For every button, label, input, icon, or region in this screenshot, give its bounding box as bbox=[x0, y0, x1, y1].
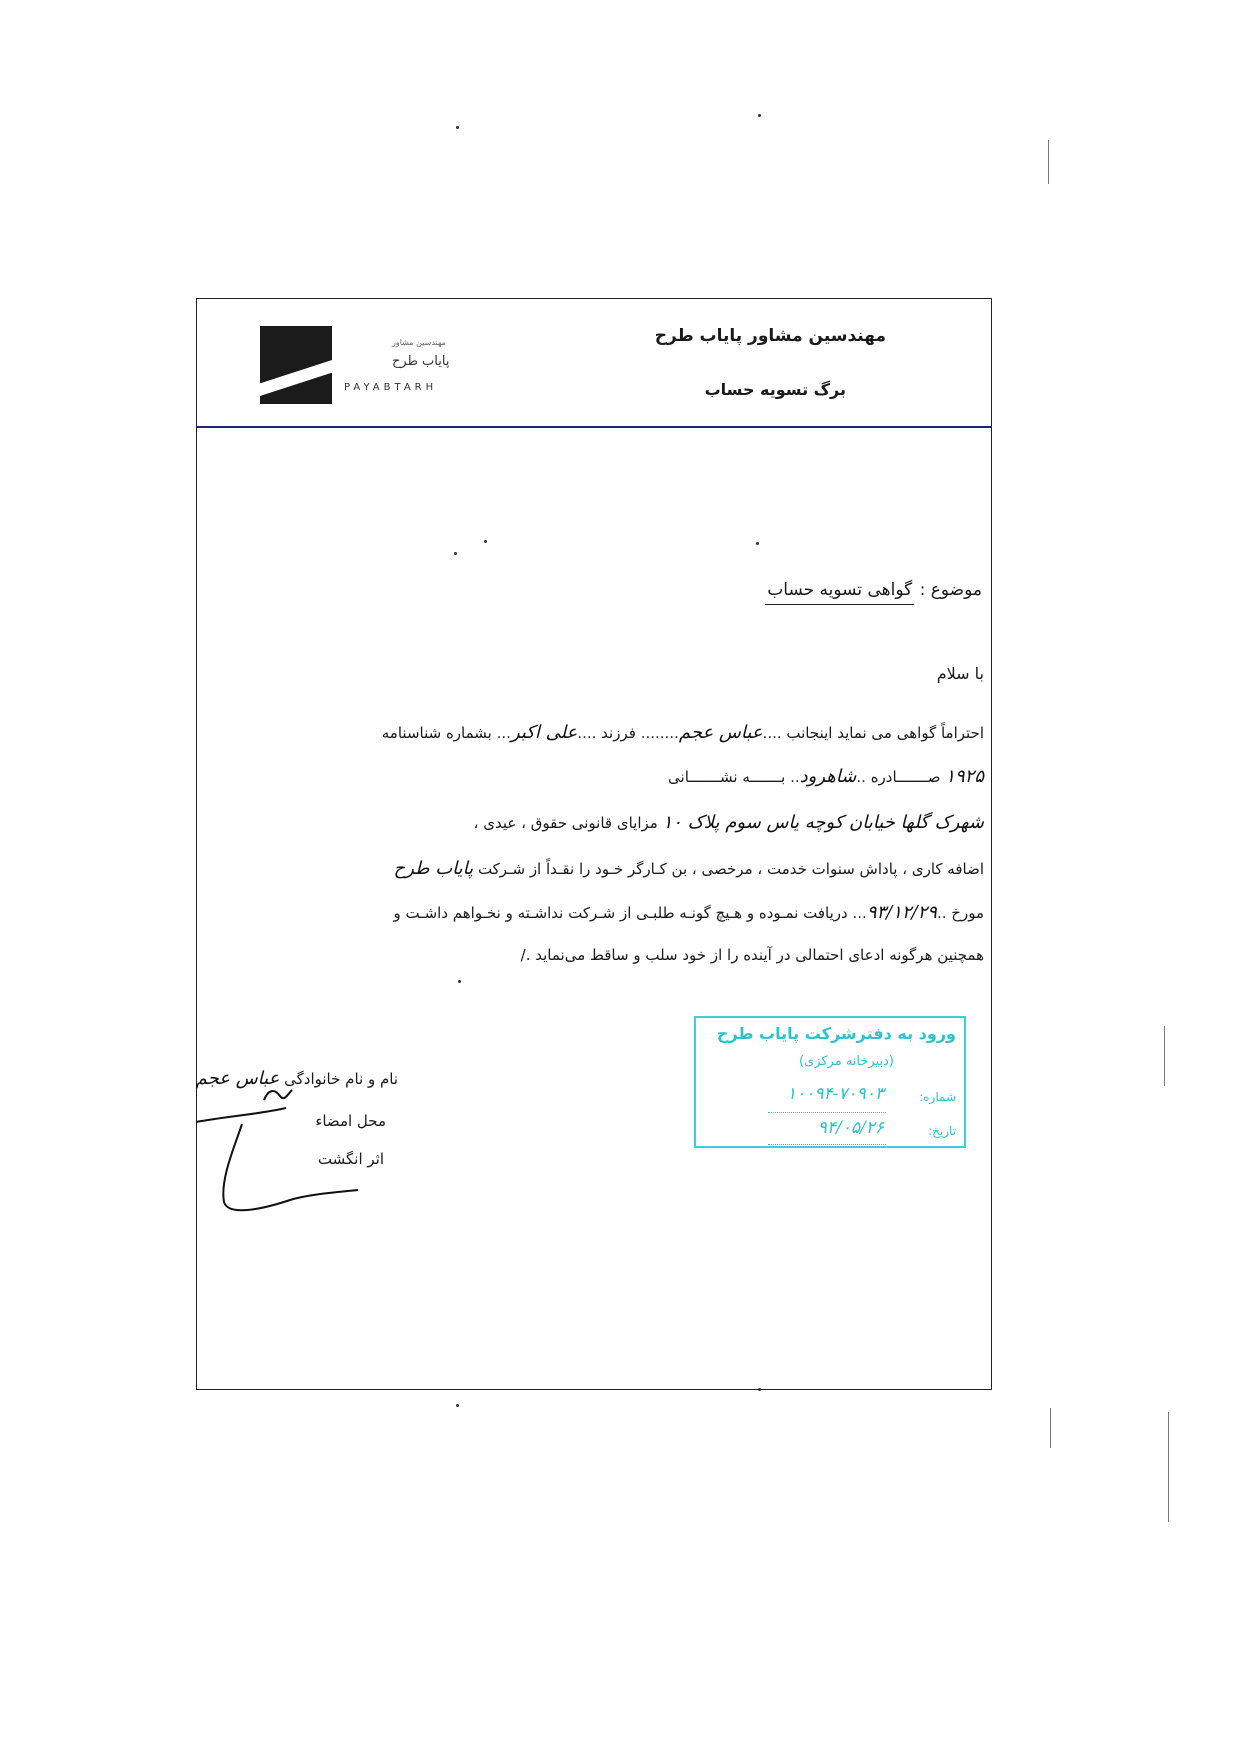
logo-name-en: PAYABTARH bbox=[344, 382, 438, 393]
scan-speck bbox=[456, 1404, 459, 1407]
stamp-number-label: شماره: bbox=[919, 1090, 956, 1104]
father-name: علی اکبر bbox=[510, 722, 578, 743]
company-name: مهندسین مشاور پایاب طرح bbox=[654, 326, 886, 346]
logo-caption: مهندسین مشاور bbox=[392, 338, 446, 347]
stamp-date-label: تاریخ: bbox=[928, 1124, 956, 1138]
scan-speck bbox=[484, 540, 487, 543]
scan-edge-mark bbox=[1048, 140, 1049, 184]
settlement-date: ۹۳/۱۲/۲۹ bbox=[866, 902, 937, 923]
body-line-4 bbox=[394, 858, 984, 879]
body-text: بشماره شناسنامه bbox=[381, 724, 492, 742]
form-title: برگ تسویه حساب bbox=[704, 380, 846, 399]
address-value: شهرک گلها خیابان کوچه یاس سوم پلاک ۱۰ bbox=[662, 812, 984, 833]
body-text: صـــــــادره bbox=[870, 768, 941, 786]
body-line-3 bbox=[474, 812, 984, 833]
issue-city: شاهرود bbox=[799, 766, 857, 787]
signature-label: محل امضاء bbox=[315, 1112, 386, 1130]
scan-speck bbox=[456, 126, 459, 129]
fingerprint-label: اثر انگشت bbox=[317, 1150, 384, 1168]
body-line-2: ۱۹۲۵ صـــــــادره ..شاهرود.. بـــــــه نشـــــــانی bbox=[668, 766, 984, 787]
body-line-6: همچنین هرگونه ادعای احتمالی در آینده را از خود سلب و ساقط می‌نماید ./ bbox=[520, 946, 984, 964]
scan-speck bbox=[458, 980, 461, 983]
stamp-title: ورود به دفترشرکت پایاب طرح bbox=[716, 1024, 956, 1043]
scan-edge-mark bbox=[1050, 1408, 1051, 1448]
stamp-date-value: ۹۴/۰۵/۲۶ bbox=[817, 1118, 884, 1138]
scan-speck bbox=[758, 114, 761, 117]
scan-speck bbox=[454, 552, 457, 555]
subject-line bbox=[765, 580, 982, 600]
body-text: مزایای قانونی حقوق ، عیدی ، bbox=[473, 814, 658, 832]
logo-name-fa: پایاب طرح bbox=[392, 354, 450, 369]
subject-label: موضوع : bbox=[919, 580, 982, 600]
employee-name: عباس عجم bbox=[678, 722, 763, 743]
greeting: با سلام bbox=[936, 664, 984, 683]
company-handwritten: پایاب طرح bbox=[393, 858, 474, 879]
stamp-subtitle: (دبیرخانه مرکزی) bbox=[798, 1054, 894, 1069]
body-text: فرزند bbox=[601, 724, 636, 742]
id-number: ۱۹۲۵ bbox=[945, 766, 984, 787]
secretariat-stamp bbox=[694, 1016, 966, 1148]
handwritten-signature bbox=[190, 1050, 390, 1230]
body-line-1: احتراماً گواهی می نماید اینجانب ....عباس عجم........ فرزند ....علی اکبر... بشماره شناسنامه bbox=[381, 722, 984, 743]
stamp-number-value: ۱۰۰۹۴-۷۰۹۰۳ bbox=[786, 1084, 884, 1104]
scan-speck bbox=[756, 542, 759, 545]
payabtarh-logo-icon bbox=[260, 326, 332, 404]
subject-value: گواهی تسویه حساب bbox=[765, 580, 914, 605]
scan-edge-mark bbox=[1164, 1026, 1165, 1086]
body-text: اضافه کاری ، پاداش سنوات خدمت ، مرخصی ، بن کـارگر خـود را نقـداً از شـرکت bbox=[477, 860, 984, 878]
body-text: بـــــــه نشـــــــانی bbox=[668, 768, 786, 786]
name-label: نام و نام خانوادگی bbox=[284, 1070, 398, 1088]
scan-speck bbox=[758, 1388, 761, 1391]
header-divider bbox=[196, 426, 992, 428]
body-text: دریافت نمـوده و هـیچ گونـه طلبـی از شـرکت نداشـته و نخـواهم داشـت و bbox=[393, 904, 848, 922]
signatory-name: عباس عجم bbox=[195, 1068, 280, 1089]
scan-edge-mark bbox=[1168, 1412, 1169, 1522]
body-text: مورخ bbox=[951, 904, 984, 922]
body-line-5: مورخ ..۹۳/۱۲/۲۹... دریافت نمـوده و هـیچ گونـه طلبـی از شـرکت نداشـته و نخـواهم داشـت و bbox=[393, 902, 984, 923]
body-text: احتراماً گواهی می نماید اینجانب bbox=[786, 724, 984, 742]
